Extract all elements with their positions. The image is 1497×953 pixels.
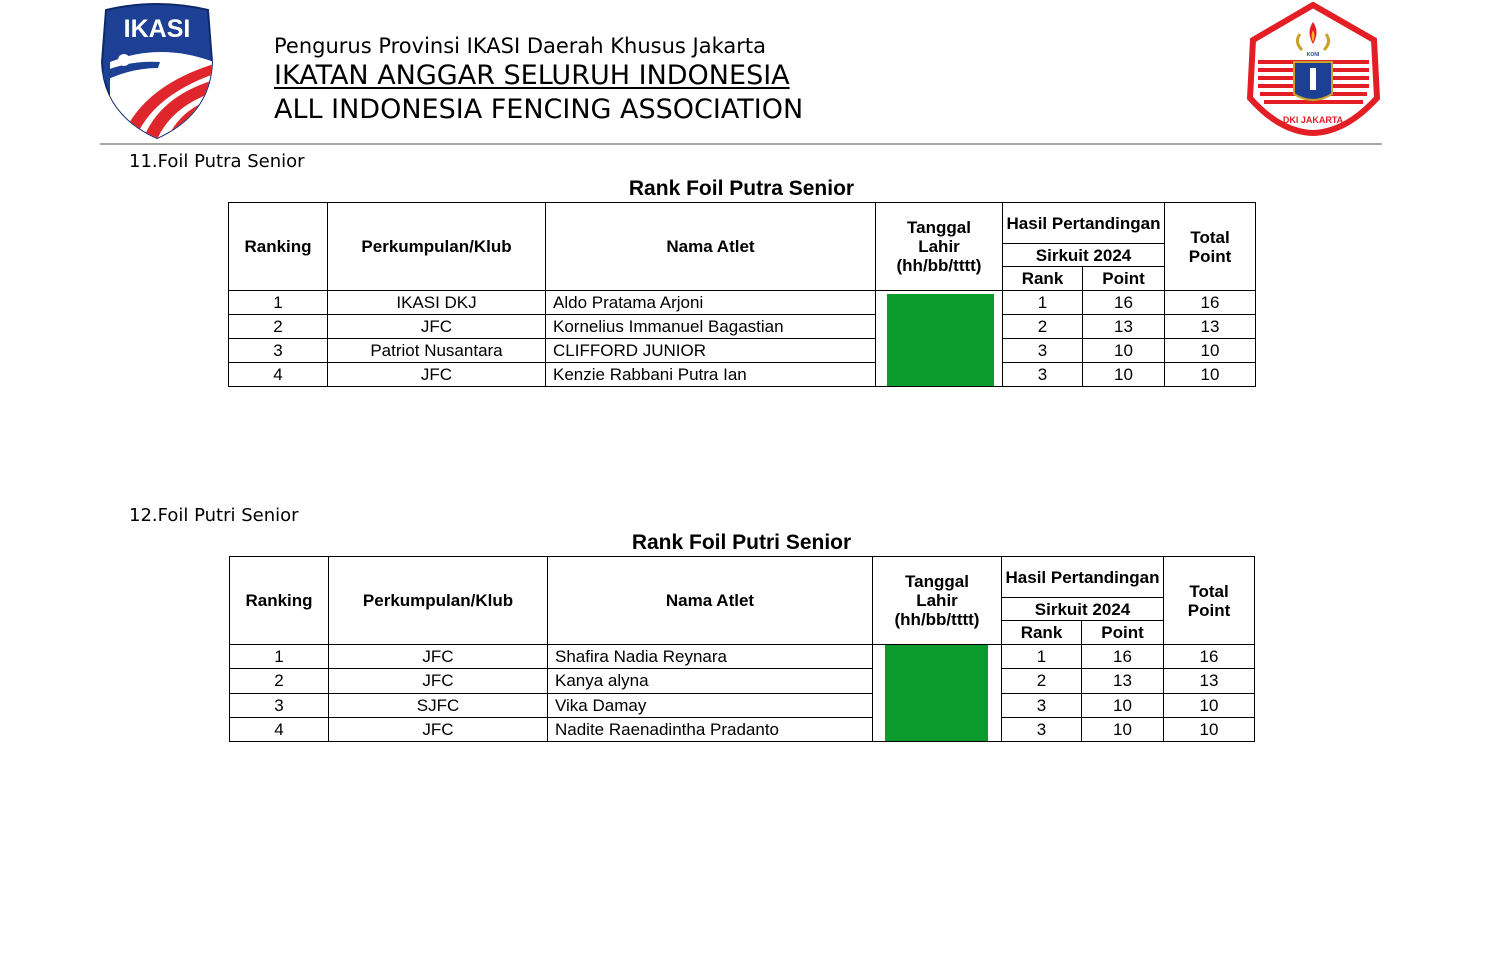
cell-rank: 1 — [1003, 291, 1083, 315]
cell-name: Nadite Raenadintha Pradanto — [548, 717, 873, 741]
cell-rank: 3 — [1002, 717, 1082, 741]
cell-total: 13 — [1164, 669, 1255, 693]
table-row — [229, 339, 1256, 363]
table-title-foil-putri: Rank Foil Putri Senior — [631, 531, 852, 554]
cell-total: 16 — [1164, 645, 1255, 669]
cell-club: JFC — [329, 717, 548, 741]
table-title-foil-putra: Rank Foil Putra Senior — [628, 177, 855, 200]
koni-dki-logo — [1246, 2, 1381, 136]
col-name: Nama Atlet — [548, 557, 873, 645]
cell-name: Kanya alyna — [548, 669, 873, 693]
section-heading-foil-putra — [129, 151, 305, 173]
col-circuit: Sirkuit 2024 — [1003, 244, 1165, 267]
cell-ranking: 4 — [229, 363, 328, 387]
cell-point: 16 — [1082, 645, 1164, 669]
cell-ranking: 2 — [230, 669, 329, 693]
table-row — [229, 291, 1256, 315]
cell-name: Aldo Pratama Arjoni — [546, 291, 876, 315]
cell-total: 10 — [1165, 339, 1256, 363]
koni-logo-text: KONI — [1306, 52, 1320, 58]
col-ranking: Ranking — [230, 557, 329, 645]
cell-ranking: 3 — [229, 339, 328, 363]
section-number: 11. — [129, 151, 158, 172]
cell-rank: 2 — [1003, 315, 1083, 339]
col-circuit: Sirkuit 2024 — [1002, 598, 1164, 621]
cell-rank: 2 — [1002, 669, 1082, 693]
cell-name: Vika Damay — [548, 693, 873, 717]
col-club: Perkumpulan/Klub — [329, 557, 548, 645]
cell-name: CLIFFORD JUNIOR — [546, 339, 876, 363]
cell-total: 16 — [1165, 291, 1256, 315]
cell-rank: 1 — [1002, 645, 1082, 669]
col-point: Point — [1082, 621, 1164, 645]
cell-name: Kenzie Rabbani Putra Ian — [546, 363, 876, 387]
cell-ranking: 1 — [230, 645, 329, 669]
cell-club: JFC — [328, 315, 546, 339]
ikasi-logo-text: IKASI — [123, 15, 191, 43]
letterhead-org-name-en: ALL INDONESIA FENCING ASSOCIATION — [274, 94, 804, 125]
header-divider — [100, 143, 1382, 145]
letterhead — [274, 33, 803, 127]
col-club: Perkumpulan/Klub — [328, 203, 546, 291]
cell-dob-redacted — [873, 645, 1002, 742]
col-rank: Rank — [1003, 267, 1083, 291]
col-result: Hasil Pertandingan — [1003, 203, 1165, 244]
col-ranking: Ranking — [229, 203, 328, 291]
cell-name: Kornelius Immanuel Bagastian — [546, 315, 876, 339]
table-row — [229, 363, 1256, 387]
cell-total: 10 — [1165, 363, 1256, 387]
col-rank: Rank — [1002, 621, 1082, 645]
section-heading-foil-putri — [129, 505, 299, 527]
table-row — [230, 669, 1255, 693]
cell-club: JFC — [328, 363, 546, 387]
cell-club: JFC — [329, 645, 548, 669]
col-result: Hasil Pertandingan — [1002, 557, 1164, 598]
cell-total: 13 — [1165, 315, 1256, 339]
ranking-table-foil-putra — [228, 202, 1256, 387]
cell-ranking: 4 — [230, 717, 329, 741]
cell-total: 10 — [1164, 717, 1255, 741]
cell-rank: 3 — [1003, 363, 1083, 387]
cell-club: IKASI DKJ — [328, 291, 546, 315]
dki-logo-text: DKI JAKARTA — [1282, 115, 1344, 125]
table-row — [230, 693, 1255, 717]
table-row — [229, 315, 1256, 339]
letterhead-province: Pengurus Provinsi IKASI Daerah Khusus Jakarta — [274, 34, 767, 58]
letterhead-org-name: IKATAN ANGGAR SELURUH INDONESIA — [274, 60, 790, 91]
table-row — [230, 645, 1255, 669]
col-dob: Tanggal Lahir (hh/bb/tttt) — [876, 203, 1003, 291]
section-label: Foil Putri Senior — [157, 505, 299, 526]
cell-ranking: 1 — [229, 291, 328, 315]
cell-total: 10 — [1164, 693, 1255, 717]
cell-dob-redacted — [876, 291, 1003, 387]
col-total: Total Point — [1164, 557, 1255, 645]
cell-point: 10 — [1082, 717, 1164, 741]
cell-name: Shafira Nadia Reynara — [548, 645, 873, 669]
table-row — [230, 717, 1255, 741]
cell-club: Patriot Nusantara — [328, 339, 546, 363]
cell-point: 10 — [1082, 693, 1164, 717]
cell-rank: 3 — [1003, 339, 1083, 363]
cell-club: SJFC — [329, 693, 548, 717]
cell-ranking: 2 — [229, 315, 328, 339]
cell-ranking: 3 — [230, 693, 329, 717]
cell-point: 13 — [1082, 669, 1164, 693]
cell-point: 10 — [1083, 339, 1165, 363]
section-label: Foil Putra Senior — [157, 151, 305, 172]
ikasi-logo — [100, 2, 214, 140]
col-name: Nama Atlet — [546, 203, 876, 291]
col-total: Total Point — [1165, 203, 1256, 291]
cell-rank: 3 — [1002, 693, 1082, 717]
col-dob: Tanggal Lahir (hh/bb/tttt) — [873, 557, 1002, 645]
col-point: Point — [1083, 267, 1165, 291]
cell-point: 10 — [1083, 363, 1165, 387]
cell-club: JFC — [329, 669, 548, 693]
cell-point: 13 — [1083, 315, 1165, 339]
ranking-table-foil-putri — [229, 556, 1255, 742]
cell-point: 16 — [1083, 291, 1165, 315]
section-number: 12. — [129, 505, 158, 526]
